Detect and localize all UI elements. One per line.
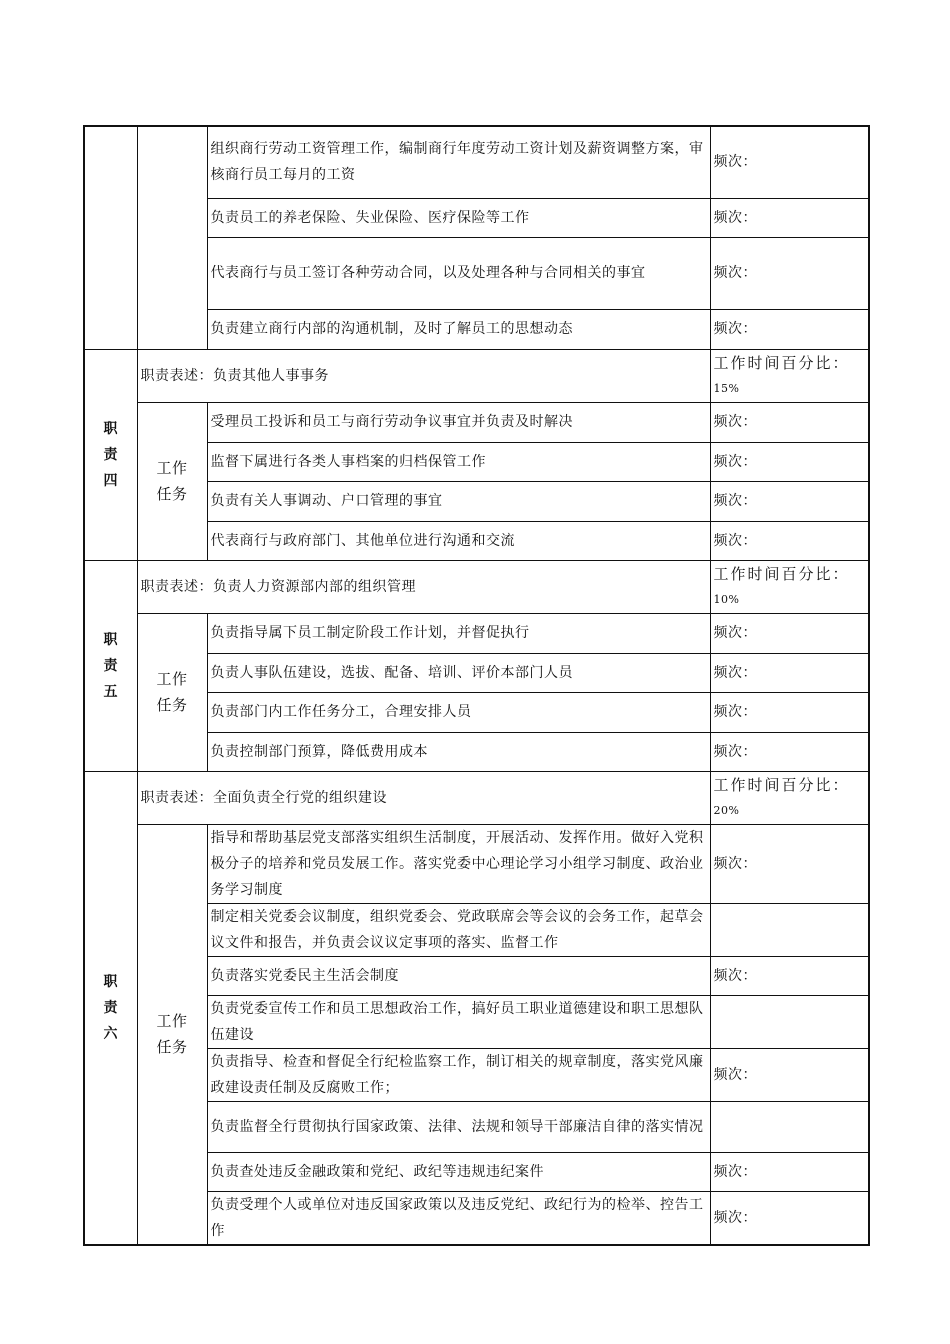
- duty-statement-row: [84, 771, 869, 824]
- task-text: 负责员工的养老保险、失业保险、医疗保险等工作: [207, 198, 710, 237]
- time-percentage-label: 工作时间百分比：: [713, 353, 850, 372]
- frequency-cell: 频次：: [710, 1048, 869, 1101]
- task-text: 负责有关人事调动、户口管理的事宜: [207, 481, 710, 521]
- frequency-cell: 频次：: [710, 237, 869, 309]
- duty-statement-row: [84, 560, 869, 613]
- frequency-cell: 频次：: [710, 824, 869, 903]
- task-text: 指导和帮助基层党支部落实组织生活制度，开展活动、发挥作用。做好入党积极分子的培养和党员发展工作。落实党委中心理论学习小组学习制度、政治业务学习制度: [207, 824, 710, 903]
- task-text: 负责指导属下员工制定阶段工作计划，并督促执行: [207, 613, 710, 653]
- frequency-cell: [710, 1101, 869, 1152]
- task-text: 负责受理个人或单位对违反国家政策以及违反党纪、政纪行为的检举、控告工作: [207, 1191, 710, 1245]
- task-text: 制定相关党委会议制度，组织党委会、党政联席会等会议的会务工作，起草会议文件和报告，并负责会议议定事项的落实、监督工作: [207, 903, 710, 956]
- duty-statement: 职责表述：负责人力资源部内部的组织管理: [137, 560, 710, 613]
- duty-statement: 职责表述：负责其他人事事务: [137, 349, 710, 402]
- frequency-cell: 频次：: [710, 653, 869, 692]
- frequency-cell: 频次：: [710, 481, 869, 521]
- group-cell: [137, 126, 207, 349]
- task-text: 组织商行劳动工资管理工作，编制商行年度劳动工资计划及薪资调整方案，审核商行员工每月的工资: [207, 126, 710, 198]
- frequency-cell: 频次：: [710, 402, 869, 442]
- frequency-cell: [710, 995, 869, 1048]
- table-row: [84, 126, 869, 198]
- frequency-cell: 频次：: [710, 442, 869, 481]
- time-percentage: [710, 349, 869, 402]
- frequency-cell: 频次：: [710, 1152, 869, 1191]
- task-text: 负责党委宣传工作和员工思想政治工作，搞好员工职业道德建设和职工思想队伍建设: [207, 995, 710, 1048]
- time-percentage-value: 20%: [713, 803, 740, 817]
- frequency-cell: 频次：: [710, 126, 869, 198]
- work-tasks-label: 工作任务: [137, 402, 207, 560]
- duty-table: [83, 125, 870, 1246]
- duty-name-cell: [84, 126, 137, 349]
- time-percentage: [710, 560, 869, 613]
- table-row: [84, 402, 869, 442]
- task-text: 监督下属进行各类人事档案的归档保管工作: [207, 442, 710, 481]
- frequency-cell: [710, 903, 869, 956]
- frequency-cell: 频次：: [710, 309, 869, 349]
- work-tasks-label: 工作任务: [137, 824, 207, 1245]
- duty-statement-row: [84, 349, 869, 402]
- work-tasks-label: 工作任务: [137, 613, 207, 771]
- time-percentage-value: 10%: [713, 592, 740, 606]
- task-text: 负责落实党委民主生活会制度: [207, 956, 710, 995]
- table-row: [84, 613, 869, 653]
- duty-name: 职责六: [84, 771, 137, 1245]
- duty-name: 职责四: [84, 349, 137, 560]
- frequency-cell: 频次：: [710, 613, 869, 653]
- frequency-cell: 频次：: [710, 692, 869, 732]
- task-text: 受理员工投诉和员工与商行劳动争议事宜并负责及时解决: [207, 402, 710, 442]
- frequency-cell: 频次：: [710, 732, 869, 771]
- task-text: 代表商行与员工签订各种劳动合同，以及处理各种与合同相关的事宜: [207, 237, 710, 309]
- duty-statement: 职责表述：全面负责全行党的组织建设: [137, 771, 710, 824]
- task-text: 负责控制部门预算，降低费用成本: [207, 732, 710, 771]
- time-percentage: [710, 771, 869, 824]
- task-text: 负责建立商行内部的沟通机制，及时了解员工的思想动态: [207, 309, 710, 349]
- task-text: 代表商行与政府部门、其他单位进行沟通和交流: [207, 521, 710, 560]
- task-text: 负责人事队伍建设，选拔、配备、培训、评价本部门人员: [207, 653, 710, 692]
- frequency-cell: 频次：: [710, 1191, 869, 1245]
- frequency-cell: 频次：: [710, 198, 869, 237]
- task-text: 负责监督全行贯彻执行国家政策、法律、法规和领导干部廉洁自律的落实情况: [207, 1101, 710, 1152]
- frequency-cell: 频次：: [710, 956, 869, 995]
- task-text: 负责指导、检查和督促全行纪检监察工作，制订相关的规章制度，落实党风廉政建设责任制及反腐败工作；: [207, 1048, 710, 1101]
- time-percentage-value: 15%: [713, 381, 740, 395]
- time-percentage-label: 工作时间百分比：: [713, 564, 850, 583]
- table-row: [84, 824, 869, 903]
- duty-name: 职责五: [84, 560, 137, 771]
- task-text: 负责部门内工作任务分工，合理安排人员: [207, 692, 710, 732]
- frequency-cell: 频次：: [710, 521, 869, 560]
- task-text: 负责查处违反金融政策和党纪、政纪等违规违纪案件: [207, 1152, 710, 1191]
- time-percentage-label: 工作时间百分比：: [713, 775, 850, 794]
